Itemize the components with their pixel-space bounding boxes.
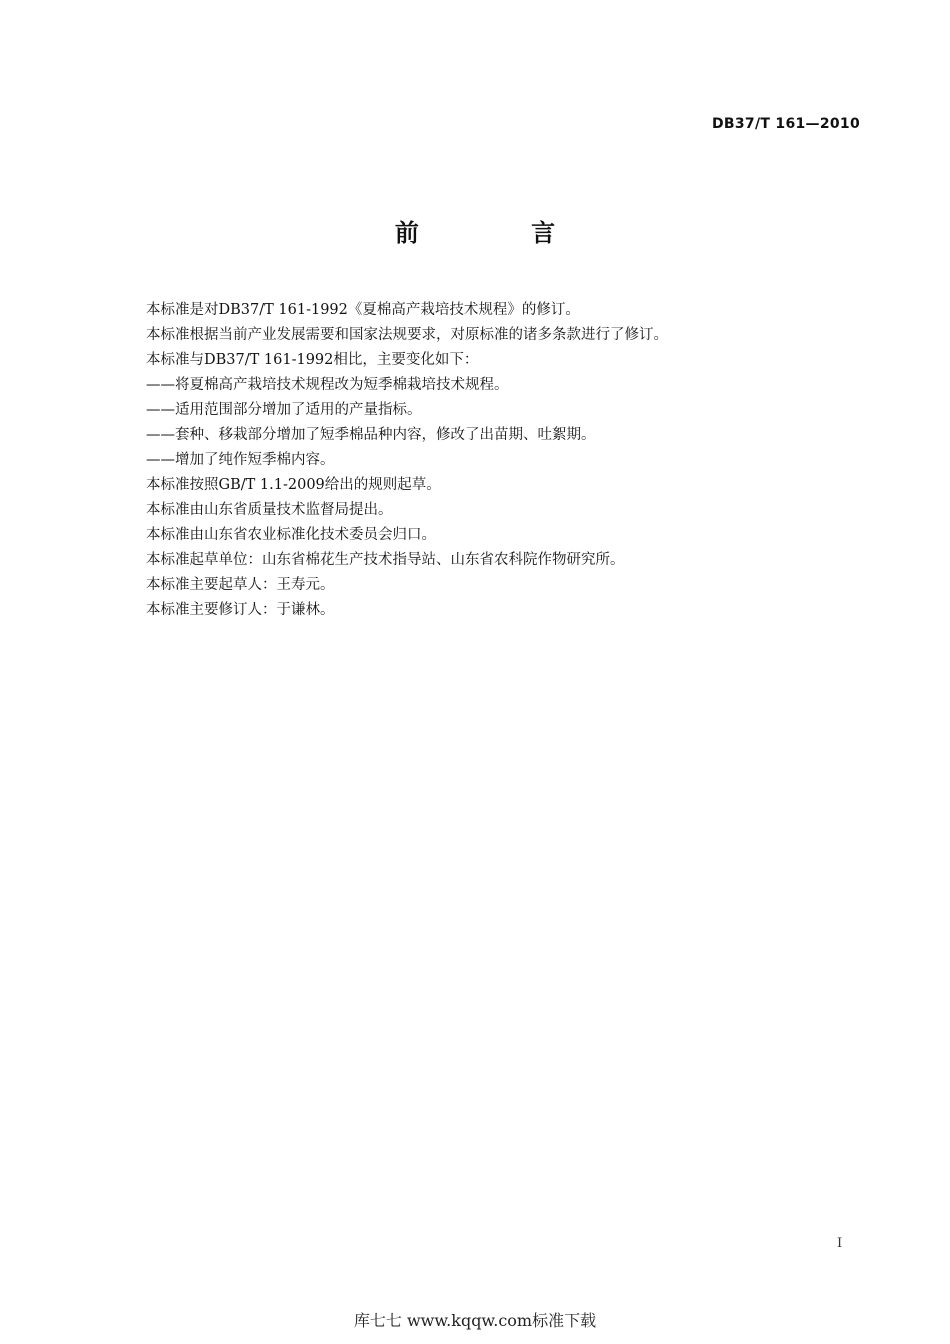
preface-line: 本标准是对DB37/T 161-1992《夏棉高产栽培技术规程》的修订。 bbox=[146, 302, 580, 318]
footer-watermark: 库七七 www.kqqw.com标准下载 bbox=[353, 1311, 597, 1330]
document-code: DB37/T 161—2010 bbox=[712, 116, 860, 132]
preface-line: 本标准由山东省农业标准化技术委员会归口。 bbox=[146, 527, 436, 543]
preface-line: 本标准主要起草人：王寿元。 bbox=[146, 577, 335, 593]
preface-line: 本标准按照GB/T 1.1-2009给出的规则起草。 bbox=[146, 477, 441, 493]
page-title: 前 言 bbox=[394, 219, 608, 247]
preface-line: ——适用范围部分增加了适用的产量指标。 bbox=[146, 402, 422, 418]
preface-line: 本标准与DB37/T 161-1992相比，主要变化如下： bbox=[146, 352, 479, 368]
preface-line: 本标准起草单位：山东省棉花生产技术指导站、山东省农科院作物研究所。 bbox=[146, 552, 625, 568]
preface-body bbox=[146, 298, 846, 623]
preface-line: ——增加了纯作短季棉内容。 bbox=[146, 452, 335, 468]
preface-line: ——套种、移栽部分增加了短季棉品种内容，修改了出苗期、吐絮期。 bbox=[146, 427, 596, 443]
preface-line: 本标准由山东省质量技术监督局提出。 bbox=[146, 502, 393, 518]
page-number: I bbox=[837, 1236, 843, 1251]
preface-line: ——将夏棉高产栽培技术规程改为短季棉栽培技术规程。 bbox=[146, 377, 509, 393]
preface-line: 本标准根据当前产业发展需要和国家法规要求，对原标准的诸多条款进行了修订。 bbox=[146, 327, 668, 343]
preface-line: 本标准主要修订人：于谦林。 bbox=[146, 602, 335, 618]
